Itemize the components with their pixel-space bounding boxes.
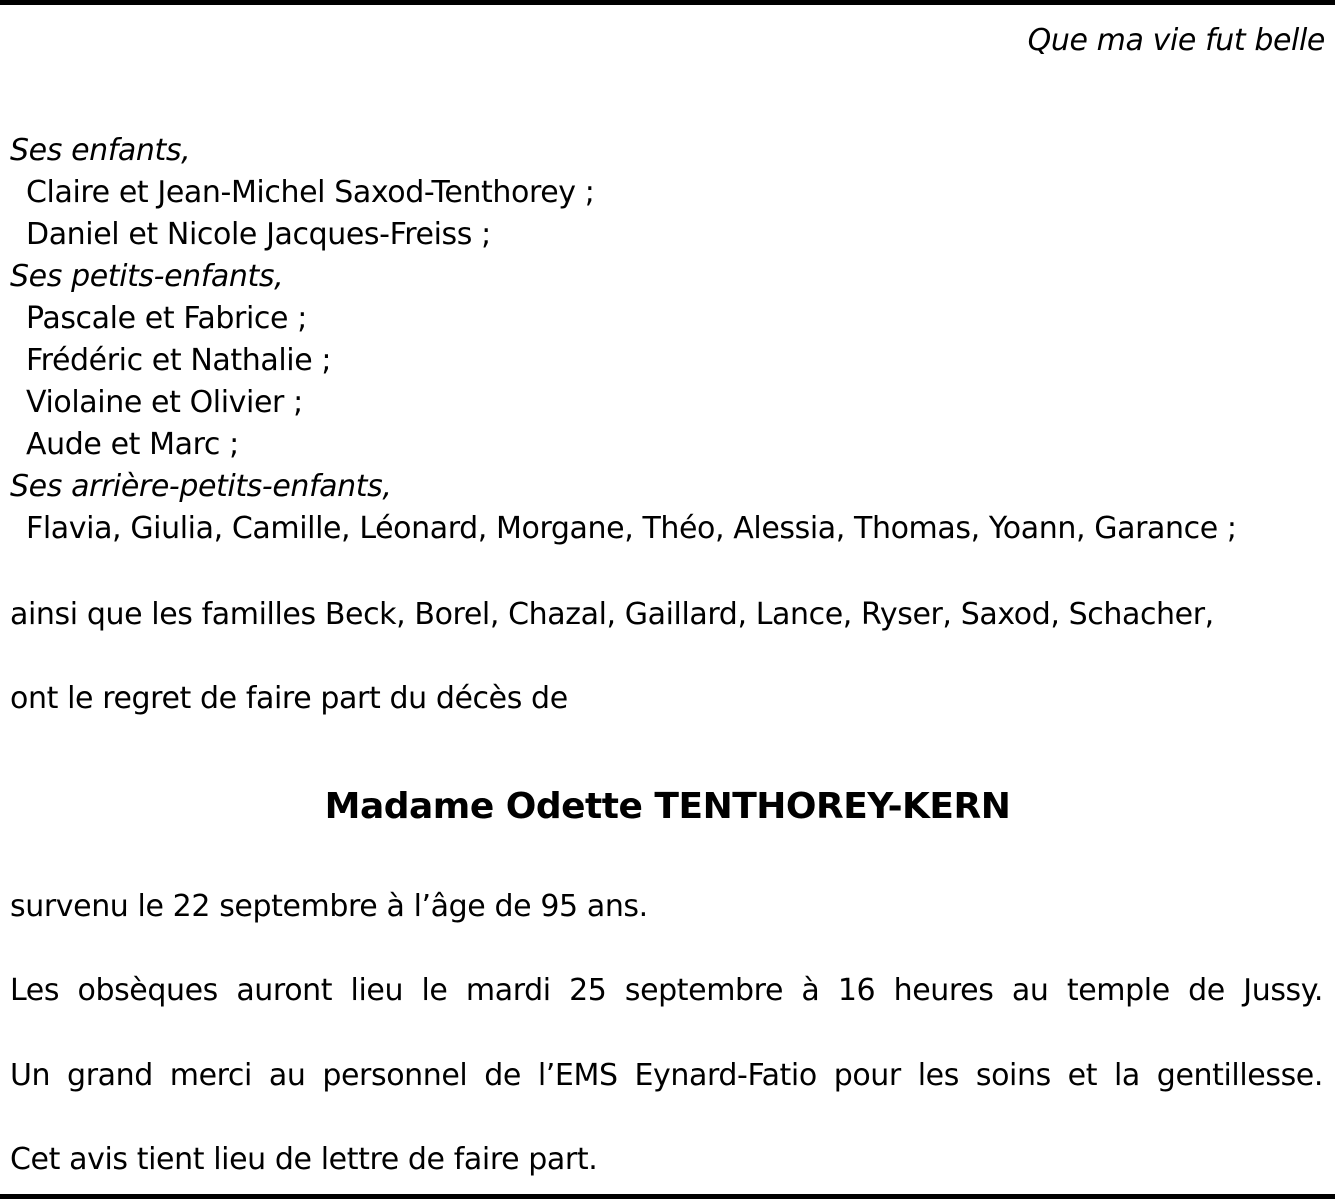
grandchildren-heading: Ses petits-enfants, bbox=[10, 259, 284, 294]
great-grandchildren-heading: Ses arrière-petits-enfants, bbox=[10, 469, 392, 504]
grandchild-entry: Violaine et Olivier ; bbox=[26, 385, 303, 420]
deceased-name: Madame Odette TENTHOREY-KERN bbox=[324, 786, 1011, 827]
death-date-line: survenu le 22 septembre à l’âge de 95 ans. bbox=[10, 889, 648, 924]
bottom-rule bbox=[0, 1194, 1335, 1199]
announcement-line: ont le regret de faire part du décès de bbox=[10, 681, 568, 716]
grandchild-entry: Pascale et Fabrice ; bbox=[26, 301, 307, 336]
grandchild-entry: Frédéric et Nathalie ; bbox=[26, 343, 332, 378]
children-heading: Ses enfants, bbox=[10, 133, 191, 168]
families-line: ainsi que les familles Beck, Borel, Chazal, Gaillard, Lance, Ryser, Saxod, Schacher, bbox=[10, 597, 1214, 632]
funeral-line: Les obsèques auront lieu le mardi 25 septembre à 16 heures au temple de Jussy. bbox=[10, 973, 1323, 1008]
grandchild-entry: Aude et Marc ; bbox=[26, 427, 239, 462]
closing-line: Cet avis tient lieu de lettre de faire part. bbox=[10, 1142, 598, 1177]
thanks-line: Un grand merci au personnel de l’EMS Eynard-Fatio pour les soins et la gentillesse. bbox=[10, 1058, 1323, 1093]
top-rule bbox=[0, 0, 1335, 5]
epigraph: Que ma vie fut belle bbox=[1027, 23, 1325, 58]
child-entry: Daniel et Nicole Jacques-Freiss ; bbox=[26, 217, 491, 252]
great-grandchildren-list: Flavia, Giulia, Camille, Léonard, Morgane, Théo, Alessia, Thomas, Yoann, Garance ; bbox=[26, 511, 1237, 546]
child-entry: Claire et Jean-Michel Saxod-Tenthorey ; bbox=[26, 175, 595, 210]
